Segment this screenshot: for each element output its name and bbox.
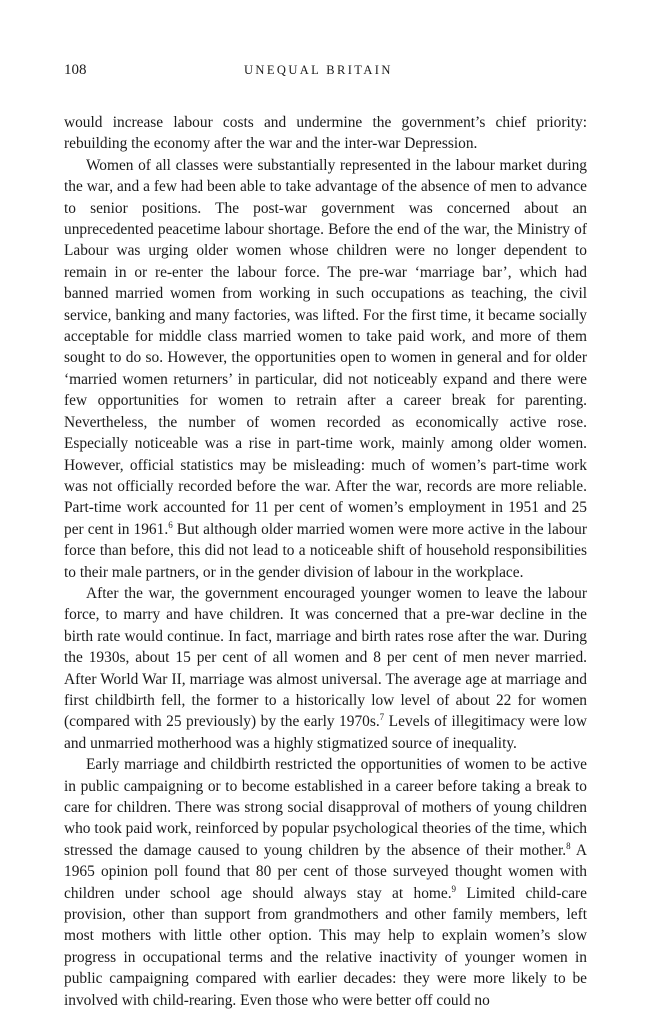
paragraph-text: would increase labour costs and undermine the government’s chief priority: rebuilding the economy after the war and the inter-war Depression. <box>64 114 587 153</box>
paragraph-continued <box>64 112 587 155</box>
paragraph-text: Levels of illegitimacy were low and unmarried motherhood was a highly stigmatized source of inequality. <box>64 713 587 752</box>
running-title: UNEQUAL BRITAIN <box>244 63 393 77</box>
paragraph-text: Limited child-care provision, other than support from grandmothers and other family members, left most mothers with little other option. This may help to explain women’s slow progress in occupational terms and the relative inactivity of younger women in public campaigning compared with earlier decades: they were more likely to be involved with child-rearing. Even those who were better off could no <box>64 884 587 1009</box>
paragraph-text: Women of all classes were substantially represented in the labour market during the war, and a few had been able to take advantage of the absence of men to advance to senior positions. The post-war government was concerned about an unprecedented peacetime labour shortage. Before the end of the war, the Ministry of Labour was urging older women whose children were no longer dependent to remain in or re-enter the labour force. The pre-war ‘marriage bar’, which had banned married women from working in such occupations as teaching, the civil service, banking and many factories, was lifted. For the first time, it became socially acceptable for middle class married women to take paid work, and more of them sought to do so. However, the opportunities open to women in general and for older ‘married women returners’ in particular, did not noticeably expand and there were few opportunities for women to retrain after a career break for parenting. Nevertheless, the number of women recorded as economically active rose. Especially noticeable was a rise in part-time work, mainly among older women. However, official statistics may be misleading: much of women’s part-time work was not officially recorded before the war. After the war, records are more reliable. Part-time work accounted for 11 per cent of women’s employment in 1951 and 25 per cent in 1961. <box>64 156 587 538</box>
paragraph-text: After the war, the government encouraged younger women to leave the labour force, to marry and have children. It was concerned that a pre-war decline in the birth rate would continue. In fact, marriage and birth rates rose after the war. During the 1930s, about 15 per cent of all women and 8 per cent of men never married. After World War II, marriage was almost universal. The average age at marriage and first childbirth fell, the former to a historically low level of about 22 for women (compared with 25 previously) by the early 1970s. <box>64 584 587 731</box>
book-page <box>64 58 587 1011</box>
paragraph-early-marriage <box>64 754 587 1011</box>
page-number: 108 <box>64 62 87 78</box>
body-text <box>64 112 587 1011</box>
footnote-ref: 7 <box>379 712 385 723</box>
paragraph-text: Early marriage and childbirth restricted the opportunities of women to be active in public campaigning or to become established in a career before taking a break to care for children. There was strong social disapproval of mothers of young children who took paid work, reinforced by popular psychological theories of the time, which stressed the damage caused to young children by the absence of their mother. <box>64 756 587 859</box>
footnote-ref: 8 <box>566 840 571 851</box>
footnote-ref: 6 <box>168 519 173 530</box>
paragraph-marriage-birth-rates <box>64 583 587 754</box>
paragraph-text: But although older married women were more active in the labour force than before, this did not lead to a noticeable shift of household responsibilities to their male partners, or in the gender division of labour in the workplace. <box>64 520 587 581</box>
paragraph-women-labour-market <box>64 155 587 583</box>
footnote-ref: 9 <box>451 883 457 894</box>
running-head <box>64 58 587 82</box>
paragraph-text: A 1965 opinion poll found that 80 per cent of those surveyed thought women with children under school age should always stay at home. <box>64 841 587 902</box>
